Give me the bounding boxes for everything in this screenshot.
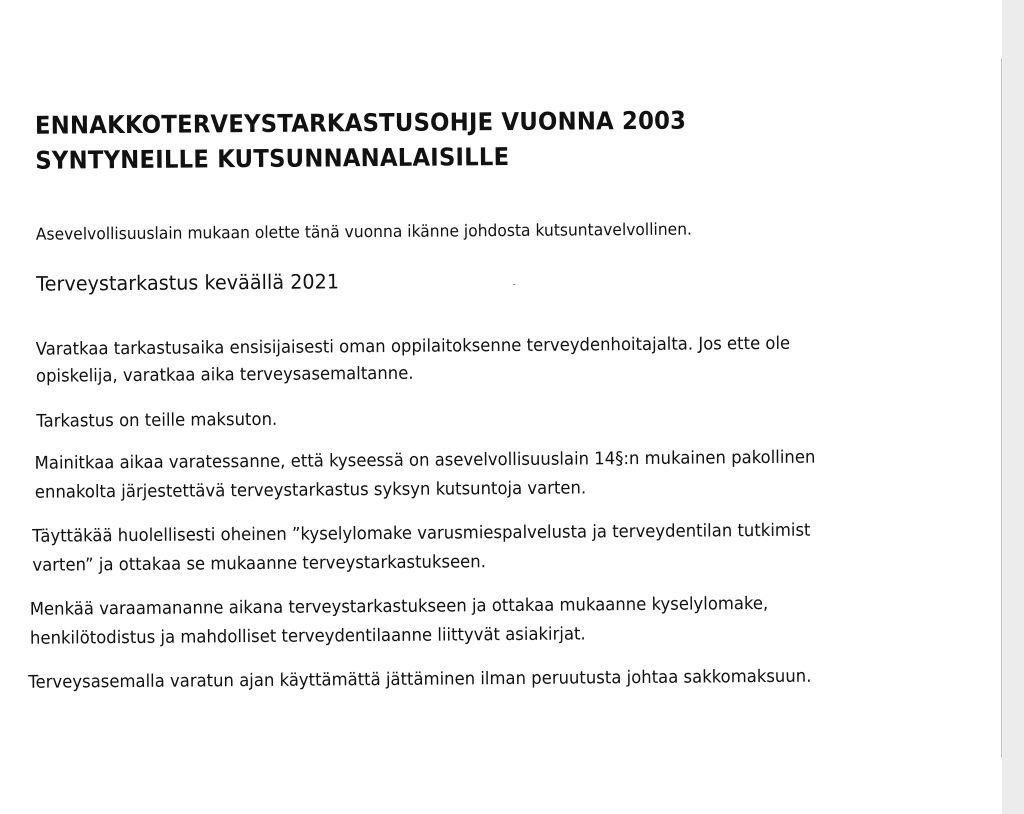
intro-text: Asevelvollisuuslain mukaan olette tänä vuonna ikänne johdosta kutsuntavelvollinen.: [35, 219, 693, 244]
paragraph-5-line-2: henkilötodistus ja mahdolliset terveydentilaanne liittyvät asiakirjat.: [29, 624, 586, 649]
section-heading: Terveystarkastus keväällä 2021: [36, 269, 340, 296]
paragraph-6: Terveysasemalla varatun ajan käyttämättä jättäminen ilman peruutusta johtaa sakkomaksuun.: [28, 666, 812, 693]
paragraph-2: Tarkastus on teille maksuton.: [36, 409, 278, 432]
paragraph-1-line-2: opiskelija, varatkaa aika terveysasemaltanne.: [35, 363, 414, 387]
background-margin: [1002, 0, 1024, 814]
paragraph-1-line-1: Varatkaa tarkastusaika ensisijaisesti oman oppilaitoksenne terveydenhoitajalta. Jos ette ole: [35, 333, 791, 360]
paragraph-4-line-1: Täyttäkää huolellisesti oheinen ”kyselylomake varusmiespalvelusta ja terveydentilan tutkimist: [32, 520, 811, 547]
paragraph-5-line-1: Menkää varaamananne aikana terveystarkastukseen ja ottakaa mukaanne kyselylomake,: [29, 593, 769, 620]
scan-speck: [513, 284, 515, 285]
document-title-line-1: ENNAKKOTERVEYSTARKASTUSOHJE VUONNA 2003: [34, 105, 687, 140]
paragraph-4-line-2: varten” ja ottakaa se mukaanne terveystarkastukseen.: [32, 552, 487, 576]
paragraph-3-line-1: Mainitkaa aikaa varatessanne, että kyseessä on asevelvollisuuslain 14§:n mukainen pakollinen: [34, 447, 816, 474]
document-title-line-2: SYNTYNEILLE KUTSUNNANALAISILLE: [35, 142, 510, 175]
paragraph-3-line-2: ennakolta järjestettävä terveystarkastus syksyn kutsuntoja varten.: [34, 478, 587, 503]
